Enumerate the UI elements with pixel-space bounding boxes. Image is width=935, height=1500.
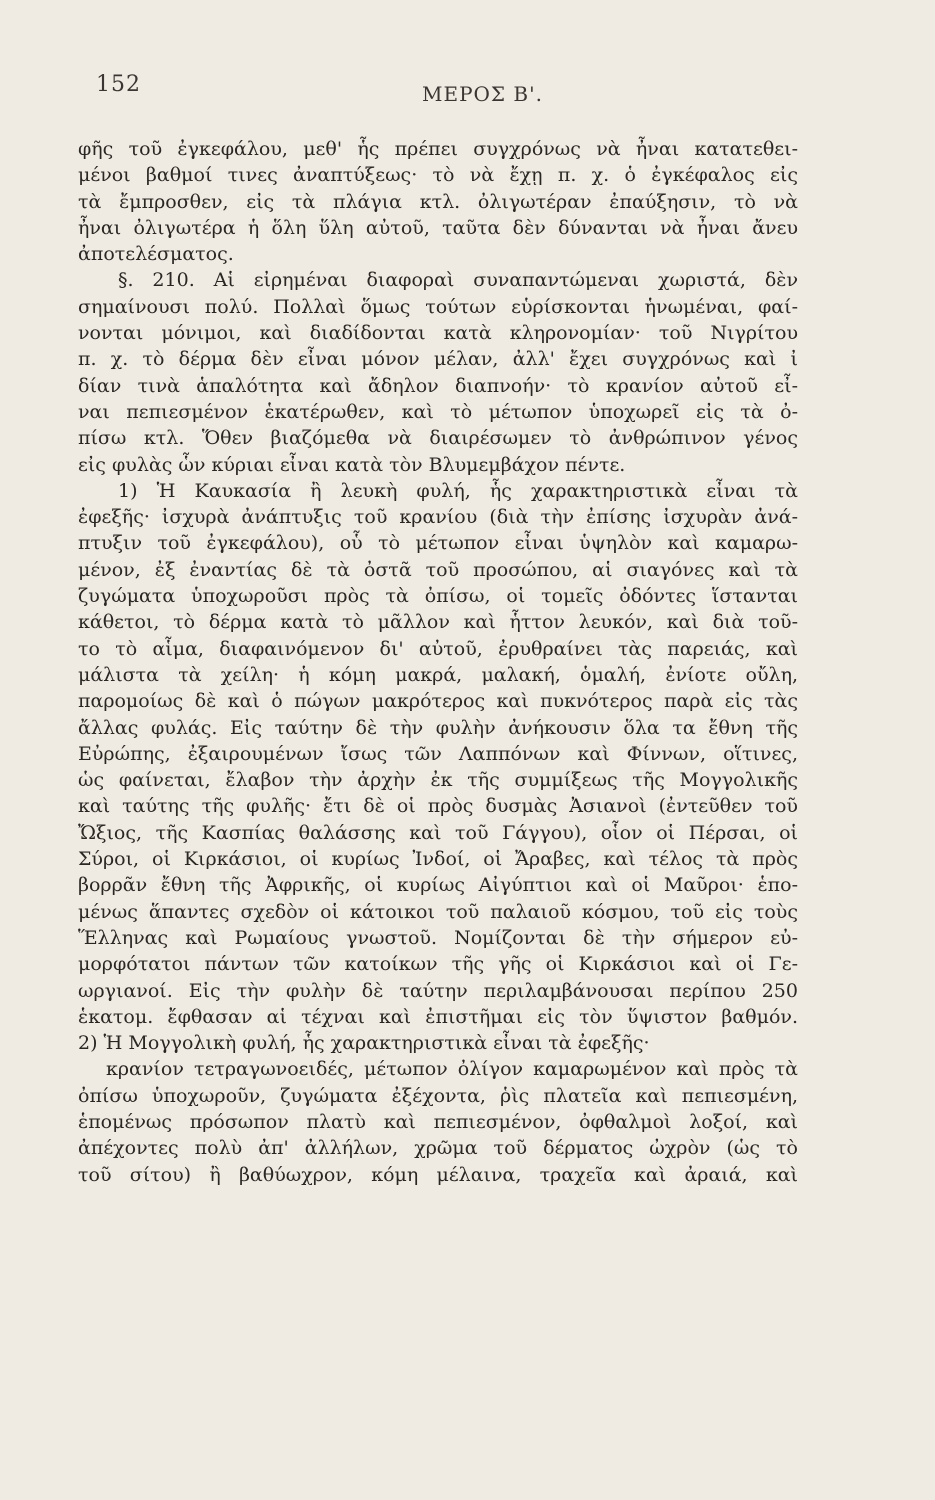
text-line: σημαίνουσι πολύ. Πολλαὶ ὅμως τούτων εὑρίσκονται ἡνωμέναι, φαί- bbox=[78, 295, 798, 318]
text-line: ἦναι ὀλιγωτέρα ἡ ὅλη ὕλη αὐτοῦ, ταῦτα δὲν δύνανται νὰ ἦναι ἄνευ bbox=[78, 216, 798, 239]
text-line: βορρᾶν ἔθνη τῆς Ἀφρικῆς, οἱ κυρίως Αἰγύπτιοι καὶ οἱ Μαῦροι· ἑπο- bbox=[78, 874, 798, 897]
text-line: ἐφεξῆς· ἰσχυρὰ ἀνάπτυξις τοῦ κρανίου (διὰ τὴν ἐπίσης ἰσχυρὰν ἀνά- bbox=[78, 506, 798, 529]
text-line: ζυγώματα ὑποχωροῦσι πρὸς τὰ ὀπίσω, οἱ τομεῖς ὀδόντες ἵστανται bbox=[78, 585, 798, 608]
text-line: ἀποτελέσματος. bbox=[78, 243, 234, 266]
text-line: μένως ἅπαντες σχεδὸν οἱ κάτοικοι τοῦ παλαιοῦ κόσμου, τοῦ εἰς τοὺς bbox=[78, 900, 798, 923]
text-line: κάθετοι, τὸ δέρμα κατὰ τὸ μᾶλλον καὶ ἧττον λευκόν, καὶ διὰ τοῦ- bbox=[78, 611, 798, 634]
text-line: παρομοίως δὲ καὶ ὁ πώγων μακρότερος καὶ πυκνότερος παρὰ εἰς τὰς bbox=[78, 690, 798, 713]
paragraph-start-line: §. 210. Αἱ εἰρημέναι διαφοραὶ συναπαντώμεναι χωριστά, δὲν bbox=[118, 269, 798, 292]
text-line: μάλιστα τὰ χείλη· ἡ κόμη μακρά, μαλακή, ὁμαλή, ἐνίοτε οὔλη, bbox=[78, 663, 798, 686]
text-line: π. χ. τὸ δέρμα δὲν εἶναι μόνον μέλαν, ἀλλ' ἔχει συγχρόνως καὶ ἰ bbox=[78, 348, 798, 371]
text-line: Ἕλληνας καὶ Ρωμαίους γνωστοῦ. Νομίζονται δὲ τὴν σήμερον εὐ- bbox=[78, 926, 798, 949]
text-line: 2) Ἡ Μογγολικὴ φυλή, ἧς χαρακτηριστικὰ εἶναι τὰ ἐφεξῆς· bbox=[78, 1032, 650, 1055]
running-head: ΜΕΡΟΣ Β'. bbox=[422, 82, 543, 106]
text-line: Σύροι, οἱ Κιρκάσιοι, οἱ κυρίως Ἰνδοί, οἱ Ἄραβες, καὶ τέλος τὰ πρὸς bbox=[78, 848, 798, 871]
text-line: ωργιανοί. Εἰς τὴν φυλὴν δὲ ταύτην περιλαμβάνουσαι περίπου 250 bbox=[78, 979, 798, 1002]
text-line: Εὐρώπης, ἐξαιρουμένων ἴσως τῶν Λαππόνων καὶ Φίννων, οἵτινες, bbox=[78, 742, 798, 765]
text-line: πίσω κτλ. Ὅθεν βιαζόμεθα νὰ διαιρέσωμεν τὸ ἀνθρώπινον γένος bbox=[78, 427, 798, 450]
text-line: Ὤξιος, τῆς Κασπίας θαλάσσης καὶ τοῦ Γάγγου), οἷον οἱ Πέρσαι, οἱ bbox=[78, 821, 798, 844]
text-line: ἄλλας φυλάς. Εἰς ταύτην δὲ τὴν φυλὴν ἀνήκουσιν ὅλα τα ἔθνη τῆς bbox=[78, 716, 798, 739]
text-line: νονται μόνιμοι, καὶ διαδίδονται κατὰ κληρονομίαν· τοῦ Νιγρίτου bbox=[78, 322, 798, 345]
text-line bbox=[78, 1188, 798, 1214]
text-line: ὡς φαίνεται, ἔλαβον τὴν ἀρχὴν ἐκ τῆς συμμίξεως τῆς Μογγολικῆς bbox=[78, 769, 798, 792]
text-line: το τὸ αἷμα, διαφαινόμενον δι' αὐτοῦ, ἐρυθραίνει τὰς παρειάς, καὶ bbox=[78, 637, 798, 660]
text-line: μορφότατοι πάντων τῶν κατοίκων τῆς γῆς οἱ Κιρκάσιοι καὶ οἱ Γε- bbox=[78, 953, 798, 976]
text-line: δίαν τινὰ ἁπαλότητα καὶ ἄδηλον διαπνοήν· τὸ κρανίον αὐτοῦ εἶ- bbox=[78, 374, 798, 397]
text-line: μένοι βαθμοί τινες ἀναπτύξεως· τὸ νὰ ἔχῃ π. χ. ὁ ἐγκέφαλος εἰς bbox=[78, 164, 798, 187]
text-line: ἑπομένως πρόσωπον πλατὺ καὶ πεπιεσμένον, ὀφθαλμοὶ λοξοί, καὶ bbox=[78, 1110, 798, 1133]
text-line: πτυξιν τοῦ ἐγκεφάλου), οὗ τὸ μέτωπον εἶναι ὑψηλὸν καὶ καμαρω- bbox=[78, 532, 798, 555]
text-line: καὶ ταύτης τῆς φυλῆς· ἔτι δὲ οἱ πρὸς δυσμὰς Ἀσιανοὶ (ἐντεῦθεν τοῦ bbox=[78, 795, 798, 818]
text-line: εἰς φυλὰς ὧν κύριαι εἶναι κατὰ τὸν Βλυμεμβάχον πέντε. bbox=[78, 453, 626, 476]
text-line: τὰ ἔμπροσθεν, εἰς τὰ πλάγια κτλ. ὀλιγωτέραν ἐπαύξησιν, τὸ νὰ bbox=[78, 190, 798, 213]
paragraph-start-line: 1) Ἡ Καυκασία ἢ λευκὴ φυλή, ἧς χαρακτηριστικὰ εἶναι τὰ bbox=[118, 479, 798, 502]
text-line: μένον, ἐξ ἐναντίας δὲ τὰ ὀστᾶ τοῦ προσώπου, αἱ σιαγόνες καὶ τὰ bbox=[78, 558, 798, 581]
body-text bbox=[78, 136, 798, 1214]
text-line: ἑκατομ. ἔφθασαν αἱ τέχναι καὶ ἐπιστῆμαι εἰς τὸν ὕψιστον βαθμόν. bbox=[78, 1005, 798, 1028]
text-line: φῆς τοῦ ἐγκεφάλου, μεθ' ἧς πρέπει συγχρόνως νὰ ἦναι κατατεθει- bbox=[78, 138, 798, 160]
text-line: τοῦ σίτου) ἢ βαθύωχρον, κόμη μέλαινα, τραχεῖα καὶ ἀραιά, καὶ bbox=[78, 1163, 798, 1186]
paragraph-start-line: κρανίον τετραγωνοειδές, μέτωπον ὀλίγον καμαρωμένον καὶ πρὸς τὰ bbox=[106, 1058, 798, 1081]
text-line: ναι πεπιεσμένον ἑκατέρωθεν, καὶ τὸ μέτωπον ὑποχωρεῖ εἰς τὰ ὀ- bbox=[78, 400, 798, 423]
text-line: ἀπέχοντες πολὺ ἀπ' ἀλλήλων, χρῶμα τοῦ δέρματος ὠχρὸν (ὡς τὸ bbox=[78, 1137, 798, 1160]
text-line: ὀπίσω ὑποχωροῦν, ζυγώματα ἐξέχοντα, ῥὶς πλατεῖα καὶ πεπιεσμένη, bbox=[78, 1084, 798, 1107]
page-number: 152 bbox=[96, 72, 141, 97]
